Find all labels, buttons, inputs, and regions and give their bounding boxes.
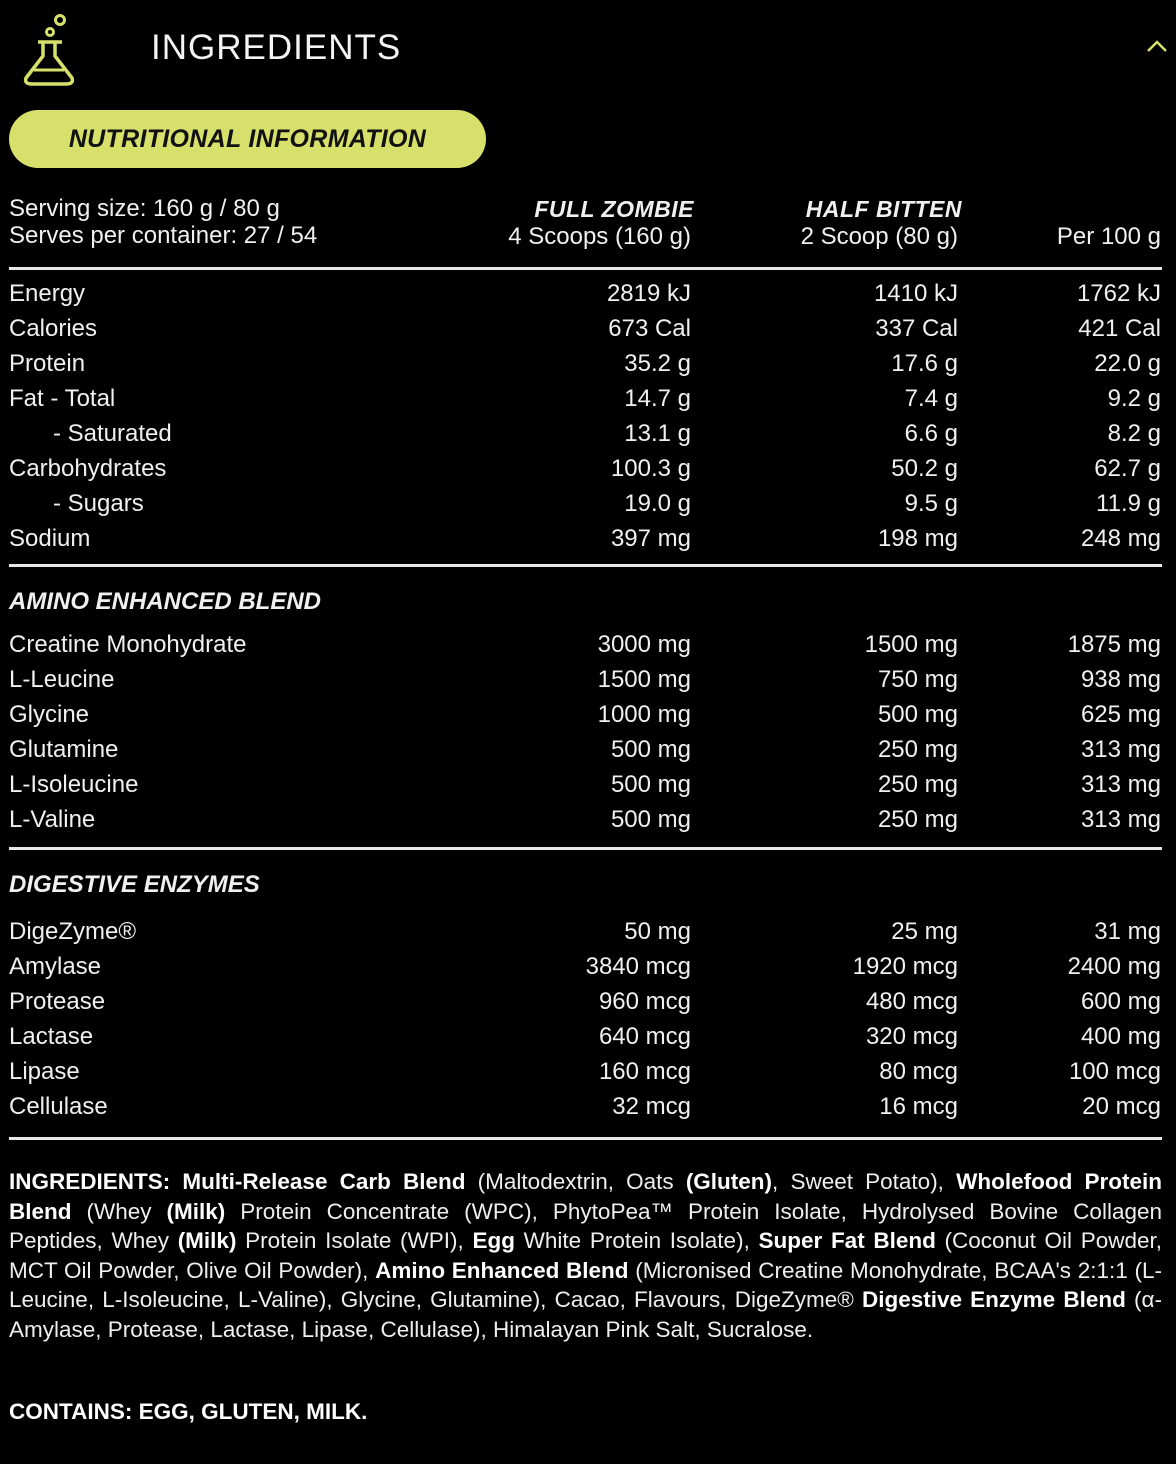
row-label: Energy [9,280,86,307]
row-value: 19.0 g [624,490,691,517]
row-label: Protein [9,350,86,377]
row-value: 25 mg [891,918,958,945]
row-value: 6.6 g [904,420,958,447]
row-value: 960 mcg [598,988,691,1015]
row-value: 1762 kJ [1076,280,1161,307]
row-label: Lipase [9,1058,80,1085]
column-sub-half-bitten: 2 Scoop (80 g) [800,223,958,250]
row-value: 50 mg [624,918,691,945]
ingredient-segment: Amino Enhanced Blend [375,1257,629,1283]
amino-section-title: AMINO ENHANCED BLEND [9,588,321,615]
ingredient-segment: Protein Isolate (WPI), [236,1228,473,1254]
row-value: 397 mg [610,525,691,552]
divider [9,847,1162,850]
divider [9,267,1162,270]
column-sub-full-zombie: 4 Scoops (160 g) [508,223,691,250]
row-value: 62.7 g [1094,455,1161,482]
row-value: 32 mcg [612,1093,691,1120]
serves-per-container: Serves per container: 27 / 54 [9,222,318,249]
row-label: Carbohydrates [9,455,167,482]
chevron-up-icon[interactable] [1146,38,1168,54]
nutritional-information-tab[interactable]: NUTRITIONAL INFORMATION [9,110,486,168]
row-label: - Sugars [53,490,144,517]
row-value: 313 mg [1080,806,1161,833]
row-value: 500 mg [610,771,691,798]
row-value: 17.6 g [891,350,958,377]
ingredient-segment: (Micronised Creatine Monohydrate, BCAA's 2:1:1 (L-Leucine, L-Isoleucine, L-Valine), Glycine, Glutamine), Cacao, Flavours, DigeZyme® [9,1257,1162,1313]
row-value: 673 Cal [608,315,691,342]
row-value: 100.3 g [610,455,691,482]
divider [9,1137,1162,1140]
ingredient-segment: Super Fat Blend [758,1228,936,1254]
ingredient-segment: (Gluten) [685,1169,773,1194]
row-label: L-Leucine [9,666,115,693]
row-value: 35.2 g [624,350,691,377]
ingredient-segment: Wholefood Protein Blend [9,1169,1162,1224]
row-value: 400 mg [1080,1023,1161,1050]
row-value: 250 mg [877,806,958,833]
row-value: 313 mg [1080,736,1161,763]
row-value: 80 mcg [879,1058,958,1085]
row-value: 500 mg [610,736,691,763]
row-label: - Saturated [53,420,172,447]
row-value: 20 mcg [1082,1093,1161,1120]
ingredient-segment: (Milk) [177,1228,237,1254]
row-value: 3000 mg [597,631,691,658]
accordion-title: INGREDIENTS [151,28,402,67]
row-value: 313 mg [1080,771,1161,798]
row-value: 14.7 g [624,385,691,412]
row-value: 100 mcg [1068,1058,1161,1085]
row-label: Glycine [9,701,90,728]
row-label: Cellulase [9,1093,108,1120]
row-label: L-Valine [9,806,96,833]
column-header-full-zombie: FULL ZOMBIE [534,196,694,222]
row-value: 2400 mg [1067,953,1161,980]
column-header-half-bitten: HALF BITTEN [805,196,962,222]
row-value: 8.2 g [1107,420,1161,447]
row-label: Calories [9,315,98,342]
column-sub-per-100g: Per 100 g [1056,223,1161,250]
row-label: Protease [9,988,106,1015]
row-label: DigeZyme® [9,918,137,945]
row-value: 2819 kJ [606,280,691,307]
ingredient-segment: Egg [472,1228,515,1254]
row-value: 1875 mg [1067,631,1161,658]
ingredient-segment: Digestive Enzyme Blend [861,1287,1126,1313]
row-value: 9.5 g [904,490,958,517]
row-label: L-Isoleucine [9,771,139,798]
serving-size: Serving size: 160 g / 80 g [9,195,280,222]
row-value: 1500 mg [864,631,958,658]
row-value: 16 mcg [879,1093,958,1120]
ingredient-segment: INGREDIENTS: Multi-Release Carb Blend [9,1169,466,1194]
row-value: 938 mg [1080,666,1161,693]
ingredient-segment: Protein Concentrate (WPC), PhytoPea™ Protein Isolate, Hydrolysed Bovine Collagen Peptides, Whey [9,1198,1162,1254]
ingredient-segment: (Milk) [166,1198,226,1224]
allergen-contains: CONTAINS: EGG, GLUTEN, MILK. [9,1399,368,1424]
row-value: 22.0 g [1094,350,1161,377]
row-value: 9.2 g [1107,385,1161,412]
row-value: 640 mcg [598,1023,691,1050]
row-value: 1000 mg [597,701,691,728]
row-label: Amylase [9,953,102,980]
row-value: 160 mcg [598,1058,691,1085]
flask-icon [20,12,78,88]
row-value: 1920 mcg [852,953,958,980]
row-value: 198 mg [877,525,958,552]
row-value: 7.4 g [904,385,958,412]
row-label: Creatine Monohydrate [9,631,247,658]
row-value: 625 mg [1080,701,1161,728]
divider [9,564,1162,567]
row-label: Sodium [9,525,91,552]
row-value: 500 mg [877,701,958,728]
row-value: 50.2 g [891,455,958,482]
row-value: 337 Cal [875,315,958,342]
row-value: 480 mcg [865,988,958,1015]
row-value: 248 mg [1080,525,1161,552]
row-value: 1500 mg [597,666,691,693]
row-label: Lactase [9,1023,94,1050]
ingredient-segment: (Whey [71,1198,167,1224]
row-value: 3840 mcg [585,953,691,980]
row-value: 250 mg [877,736,958,763]
ingredients-text [9,1167,1162,1345]
row-value: 1410 kJ [873,280,958,307]
row-value: 500 mg [610,806,691,833]
ingredient-segment: (Maltodextrin, Oats [465,1169,686,1194]
row-value: 250 mg [877,771,958,798]
ingredient-segment: , Sweet Potato), [772,1169,957,1194]
ingredients-accordion-header[interactable] [0,0,1176,100]
ingredient-segment: (α-Amylase, Protease, Lactase, Lipase, Cellulase), Himalayan Pink Salt, Sucralose. [9,1287,1163,1342]
enzymes-section-title: DIGESTIVE ENZYMES [9,871,260,898]
row-value: 13.1 g [624,420,691,447]
row-value: 750 mg [877,666,958,693]
row-value: 31 mg [1094,918,1161,945]
row-value: 320 mcg [865,1023,958,1050]
ingredient-segment: White Protein Isolate), [514,1228,759,1254]
row-value: 421 Cal [1078,315,1161,342]
row-label: Fat - Total [9,385,116,412]
row-label: Glutamine [9,736,119,763]
row-value: 600 mg [1080,988,1161,1015]
row-value: 11.9 g [1096,490,1161,517]
ingredient-segment: (Coconut Oil Powder, MCT Oil Powder, Olive Oil Powder), [9,1228,1162,1283]
